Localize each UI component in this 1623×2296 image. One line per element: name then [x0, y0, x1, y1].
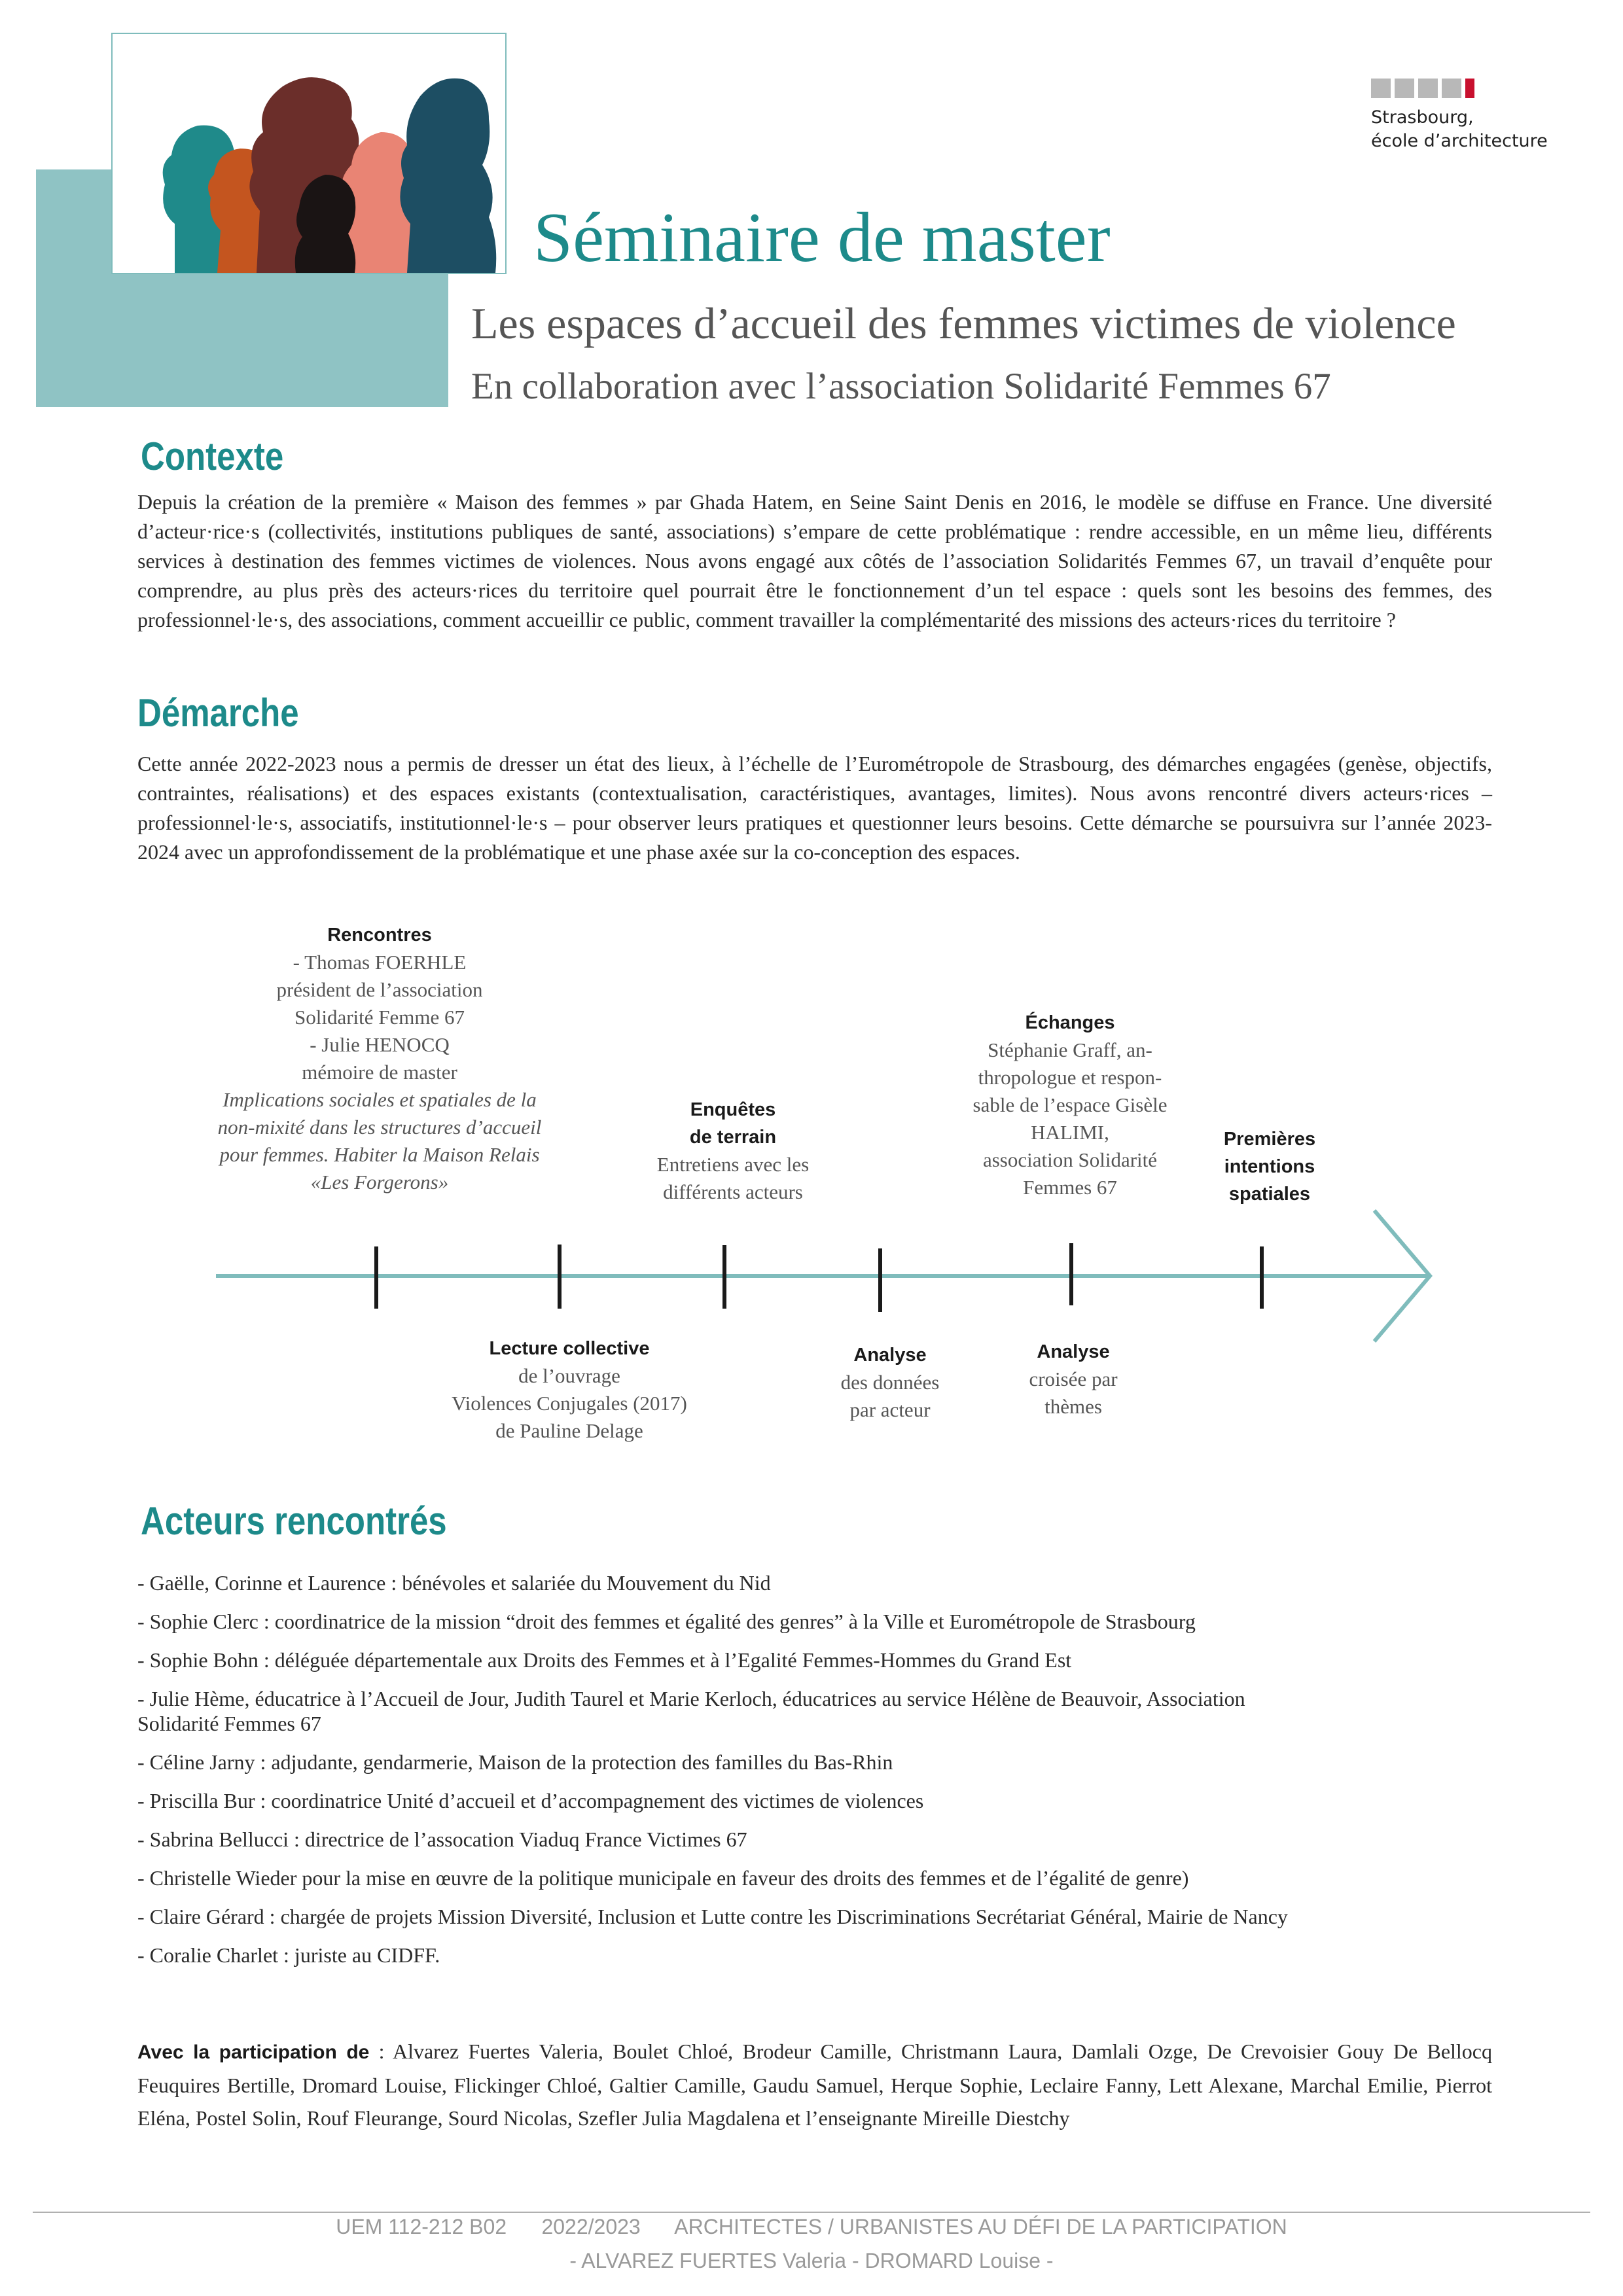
analyse-line: croisée par [1029, 1368, 1118, 1390]
enquetes-label: de terrain [689, 1127, 777, 1148]
list-item: - Sophie Bohn : déléguée départementale aux Droits des Femmes et à l’Egalité Femmes-Hommes du Grand Est [137, 1648, 1072, 1672]
rencontres-line: - Julie HENOCQ [310, 1033, 450, 1056]
footer-course-line: UEM 112-212 B02 2022/2023 ARCHITECTES / URBANISTES AU DÉFI DE LA PARTICIPATION [336, 2215, 1287, 2238]
logo-line-1: Strasbourg, [1371, 107, 1474, 128]
rencontres-line: mémoire de master [302, 1061, 457, 1084]
echanges-line: association Solidarité [982, 1148, 1158, 1171]
demarche-paragraph: Cette année 2022-2023 nous a permis de dresser un état des lieux, à l’échelle de l’Eurométropole de Strasbourg, des démarches engagées (genèse, objectifs, contraintes, réalisations) et des espaces existants (contextualisation, caractéristiques, avantages, limites). Nous avons rencontré divers acteurs·rices – professionnel·le·s, associatifs, institutionnel·le·s – pour observer leurs pratiques et questionner leurs besoins. Cette démarche se poursuivra sur l’année 2023-2024 avec un approfondissement de la problématique et une phase axée sur la co-conception des espaces. [137, 752, 1492, 864]
list-item: - Céline Jarny : adjudante, gendarmerie, Maison de la protection des familles du Bas-Rhin [137, 1750, 893, 1774]
lecture-line: de Pauline Delage [495, 1419, 643, 1442]
rencontres-line: président de l’association [276, 978, 483, 1001]
participation-names: : Alvarez Fuertes Valeria, Boulet Chloé, Brodeur Camille, Christmann Laura, Damlali Ozge, De Crevoisier Gouy De Bellocq Feuquires Bertille, Dromard Louise, Flickinger Chloé, Galtier Camille, Gaudu Samuel, Herque Sophie, Leclaire Fanny, Lett Alexane, Marchal Emilie, Pierrot Eléna, Postel Solin, Rouf Fleurange, Sourd Nicolas, Szefler Julia Magdalena et l’enseignante Mireille Diestchy [137, 2040, 1492, 2130]
footer-authors-line: - ALVAREZ FUERTES Valeria - DROMARD Louise - [569, 2249, 1054, 2272]
timeline-arrow [0, 1191, 1623, 1348]
echanges-line: thropologue et respon- [978, 1066, 1162, 1089]
timeline-rencontres [164, 921, 596, 1196]
school-logo [1371, 79, 1567, 153]
lecture-label: Lecture collective [489, 1338, 650, 1359]
rencontres-label: Rencontres [327, 925, 432, 945]
echanges-label: Échanges [1025, 1012, 1115, 1033]
page-title: Séminaire de master [533, 199, 1111, 277]
premieres-label: Premières [1223, 1129, 1316, 1150]
timeline-premieres [1185, 1125, 1355, 1208]
list-item: - Coralie Charlet : juriste au CIDFF. [137, 1943, 440, 1967]
timeline-enquetes [628, 1096, 838, 1206]
participation-lead: Avec la participation de [137, 2041, 370, 2063]
rencontres-line: «Les Forgerons» [310, 1171, 449, 1193]
lecture-line: Violences Conjugales (2017) [452, 1392, 687, 1415]
collaboration-line: En collaboration avec l’association Solidarité Femmes 67 [471, 366, 1331, 407]
logo-squares-icon [1371, 79, 1567, 98]
section-heading-demarche: Démarche [137, 691, 299, 735]
analyse-line: des données [840, 1371, 940, 1394]
echanges-line: HALIMI, [1031, 1121, 1109, 1144]
analyse-label: Analyse [1037, 1341, 1110, 1362]
rencontres-line: - Thomas FOERHLE [293, 951, 467, 974]
list-item: - Sophie Clerc : coordinatrice de la mission “droit des femmes et égalité des genres” à la Ville et Eurométropole de Strasbourg [137, 1610, 1196, 1633]
lecture-line: de l’ouvrage [518, 1364, 620, 1387]
enquetes-line: différents acteurs [663, 1180, 803, 1203]
timeline-lecture [412, 1335, 726, 1445]
analyse-line: thèmes [1044, 1395, 1102, 1418]
echanges-line: Femmes 67 [1023, 1176, 1117, 1199]
list-item: - Claire Gérard : chargée de projets Mission Diversité, Inclusion et Lutte contre les Discriminations Secrétariat Général, Mairie de Nancy [137, 1905, 1288, 1928]
rencontres-line: non-mixité dans les structures d’accueil [217, 1116, 542, 1139]
enquetes-label: Enquêtes [690, 1099, 776, 1120]
list-item: - Priscilla Bur : coordinatrice Unité d’accueil et d’accompagnement des victimes de violences [137, 1789, 924, 1812]
premieres-label: spatiales [1228, 1184, 1311, 1205]
echanges-line: sable de l’espace Gisèle [972, 1093, 1168, 1116]
contexte-paragraph: Depuis la création de la première « Maison des femmes » par Ghada Hatem, en Seine Saint Denis en 2016, le modèle se diffuse en France. Une diversité d’acteur·rice·s (collectivités, institutions publiques de santé, associations) s’empare de cette problématique : rendre accessible, en un même lieu, différents services à destination des femmes victimes de violences. Nous avons engagé aux côtés de l’association Solidarités Femmes 67, un travail d’enquête pour comprendre, au plus près des acteurs·rices du territoire quel pourrait être le fonctionnement d’un tel espace : quels sont les besoins des femmes, des professionnel·le·s, des associations, comment accueillir ce public, comment travailler la complémentarité des missions des acteurs·rices du territoire ? [137, 490, 1492, 631]
list-item: Solidarité Femmes 67 [137, 1712, 321, 1735]
footer-divider [33, 2212, 1590, 2213]
rencontres-line: pour femmes. Habiter la Maison Relais [219, 1143, 540, 1166]
women-silhouettes-illustration [111, 33, 507, 274]
timeline-analyse-themes [988, 1338, 1158, 1421]
rencontres-line: Implications sociales et spatiales de la [223, 1088, 537, 1111]
timeline-echanges [942, 1009, 1198, 1201]
analyse-line: par acteur [849, 1398, 931, 1421]
section-heading-contexte: Contexte [141, 434, 284, 478]
echanges-line: Stéphanie Graff, an- [988, 1038, 1152, 1061]
list-item: - Gaëlle, Corinne et Laurence : bénévoles et salariée du Mouvement du Nid [137, 1571, 771, 1595]
rencontres-line: Solidarité Femme 67 [294, 1006, 465, 1029]
list-item: - Christelle Wieder pour la mise en œuvre de la politique municipale en faveur des droits des femmes et de l’égalité de genre) [137, 1866, 1189, 1890]
logo-line-2: école d’architecture [1371, 131, 1548, 151]
section-heading-acteurs: Acteurs rencontrés [141, 1499, 447, 1543]
acteurs-list [137, 1570, 1512, 1981]
analyse-label: Analyse [853, 1345, 927, 1366]
premieres-label: intentions [1224, 1156, 1315, 1177]
enquetes-line: Entretiens avec les [656, 1153, 810, 1176]
list-item: - Sabrina Bellucci : directrice de l’assocation Viaduq France Victimes 67 [137, 1828, 747, 1851]
list-item: - Julie Hème, éducatrice à l’Accueil de Jour, Judith Taurel et Marie Kerloch, éducatrices au service Hélène de Beauvoir, Association [137, 1687, 1245, 1710]
participation-paragraph [137, 2035, 1492, 2134]
timeline-analyse-donnees [798, 1341, 982, 1424]
page-subtitle: Les espaces d’accueil des femmes victimes de violence [471, 298, 1456, 348]
